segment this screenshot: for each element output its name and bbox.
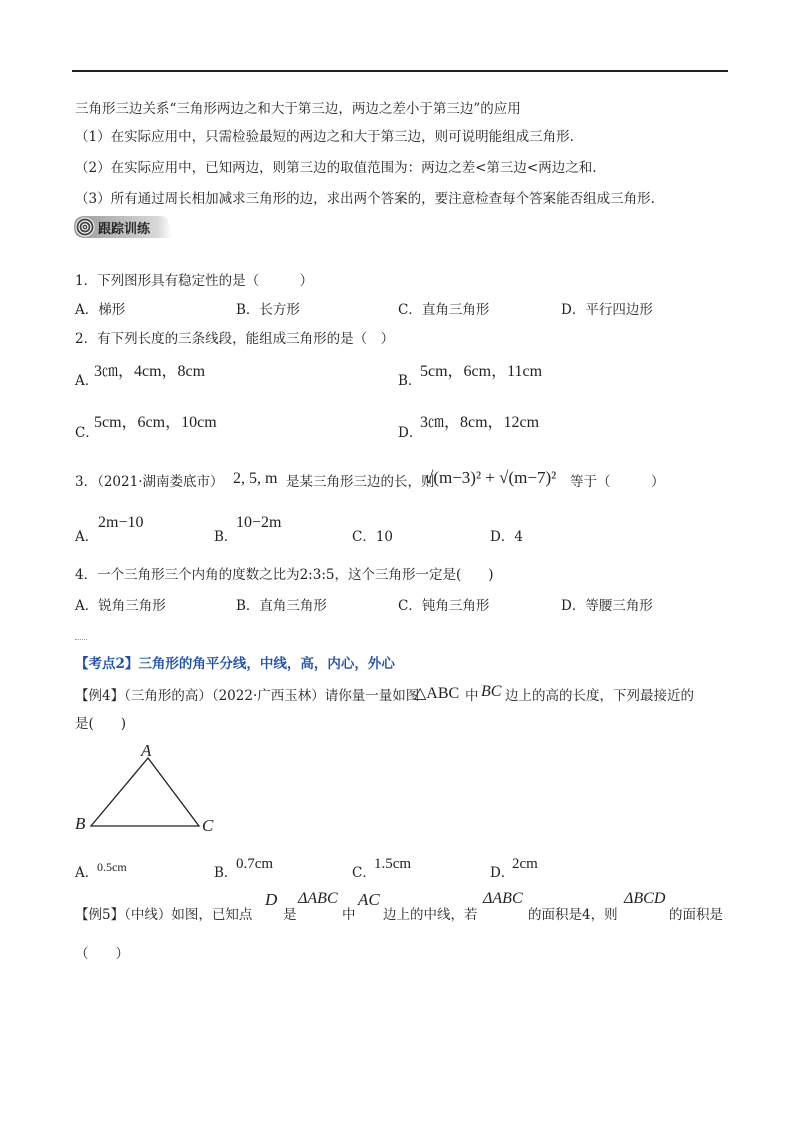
q4-option-b: B．直角三角形 — [236, 598, 327, 614]
example5-line-2: （ ） — [75, 946, 129, 962]
q1-option-b: B．长方形 — [236, 302, 300, 318]
example5-prefix: 【例5】（中线）如图，已知点 — [75, 907, 253, 923]
q3-expression: √(m−3)² + √(m−7)² — [424, 468, 557, 487]
intro-line-1: 三角形三边关系“三角形两边之和大于第三边，两边之差小于第三边”的应用 — [75, 101, 521, 117]
example5-triangle-abc-2: ΔABC — [483, 890, 523, 907]
example5-triangle-abc: ΔABC — [298, 890, 338, 907]
example5-area: 的面积是4，则 — [528, 907, 618, 923]
q3-middle-text: 是某三角形三边的长，则 — [286, 474, 435, 490]
vertex-b-label: B — [75, 814, 86, 833]
q2-option-d-label: D． — [398, 425, 423, 441]
badge-label: 跟踪训练 — [98, 222, 151, 237]
header-rule — [72, 70, 728, 72]
q1-option-d: D．平行四边形 — [561, 302, 653, 318]
example5-side-ac: AC — [358, 890, 380, 909]
example4-zhong: 中 — [465, 688, 479, 704]
example5-tail: 的面积是 — [669, 907, 723, 923]
dotted-divider — [75, 639, 87, 640]
q2-option-b-value: 5cm，6cm，11cm — [420, 363, 543, 380]
example4-option-b-value: 0.7cm — [236, 856, 274, 872]
intro-line-2: （1）在实际应用中，只需检验最短的两边之和大于第三边，则可说明能组成三角形. — [75, 129, 574, 145]
example4-option-c-value: 1.5cm — [374, 856, 412, 872]
q3-side-values: 2, 5, m — [233, 470, 278, 487]
example4-option-b-label: B． — [214, 865, 238, 881]
q2-option-b-label: B． — [398, 373, 422, 389]
example4-option-d-value: 2cm — [512, 856, 538, 872]
q2-stem: 2．有下列长度的三条线段，能组成三角形的是（ ） — [75, 331, 395, 347]
intro-line-4: （3）所有通过周长相加减求三角形的边，求出两个答案的，要注意检查每个答案能否组成三角形. — [75, 191, 655, 207]
example4-option-a-label: A． — [75, 865, 99, 881]
q2-option-c-value: 5cm，6cm，10cm — [94, 414, 217, 431]
q2-option-d-value: 3㎝，8cm，12cm — [420, 414, 540, 431]
q4-stem: 4．一个三角形三个内角的度数之比为2:3:5，这个三角形一定是( ) — [75, 567, 494, 583]
example4-option-a-value: 0.5cm — [97, 860, 127, 874]
vertex-a-label: A — [141, 741, 152, 760]
example4-postfix: 边上的高的长度，下列最接近的 — [505, 688, 694, 704]
example5-triangle-bcd: ΔBCD — [624, 890, 666, 907]
q3-option-a-label: A． — [75, 529, 99, 545]
q3-option-c: C．10 — [352, 529, 394, 545]
q1-option-c: C．直角三角形 — [398, 302, 490, 318]
example4-triangle: △ABC — [414, 685, 460, 702]
example4-bc: BC — [481, 683, 502, 700]
q1-stem: 1．下列图形具有稳定性的是（ ） — [75, 273, 314, 289]
tracking-training-badge — [74, 216, 172, 238]
q3-option-d: D．4 — [490, 529, 523, 545]
q2-option-a-label: A． — [75, 373, 99, 389]
q3-option-a-value: 2m−10 — [98, 514, 144, 531]
example5-middle: 边上的中线，若 — [383, 907, 478, 923]
example5-zhong: 中 — [342, 907, 356, 923]
example5-point-d: D — [265, 890, 278, 909]
example4-line-2: 是( ) — [75, 716, 127, 732]
q3-option-b-label: B． — [214, 529, 238, 545]
q4-option-a: A．锐角三角形 — [75, 598, 166, 614]
q3-tail: 等于（ ） — [570, 474, 665, 490]
q1-option-a: A．梯形 — [75, 302, 126, 318]
kaodian-heading: 【考点2】三角形的角平分线，中线，高，内心，外心 — [75, 656, 395, 672]
example5-shi: 是 — [283, 907, 297, 923]
q2-option-a-value: 3㎝，4cm，8cm — [94, 363, 206, 380]
example4-option-d-label: D． — [490, 865, 515, 881]
q3-option-b-value: 10−2m — [236, 514, 282, 531]
q4-option-c: C．钝角三角形 — [398, 598, 490, 614]
example4-option-c-label: C． — [352, 865, 376, 881]
example4-prefix: 【例4】（三角形的高）（2022·广西玉林）请你量一量如图 — [75, 688, 420, 704]
q4-option-d: D．等腰三角形 — [561, 598, 653, 614]
q2-option-c-label: C． — [75, 425, 99, 441]
vertex-c-label: C — [202, 816, 214, 835]
q3-number: 3．（2021·湖南娄底市） — [75, 474, 224, 490]
target-icon — [76, 218, 94, 236]
intro-line-3: （2）在实际应用中，已知两边，则第三边的取值范围为：两边之差<第三边<两边之和. — [75, 160, 597, 176]
